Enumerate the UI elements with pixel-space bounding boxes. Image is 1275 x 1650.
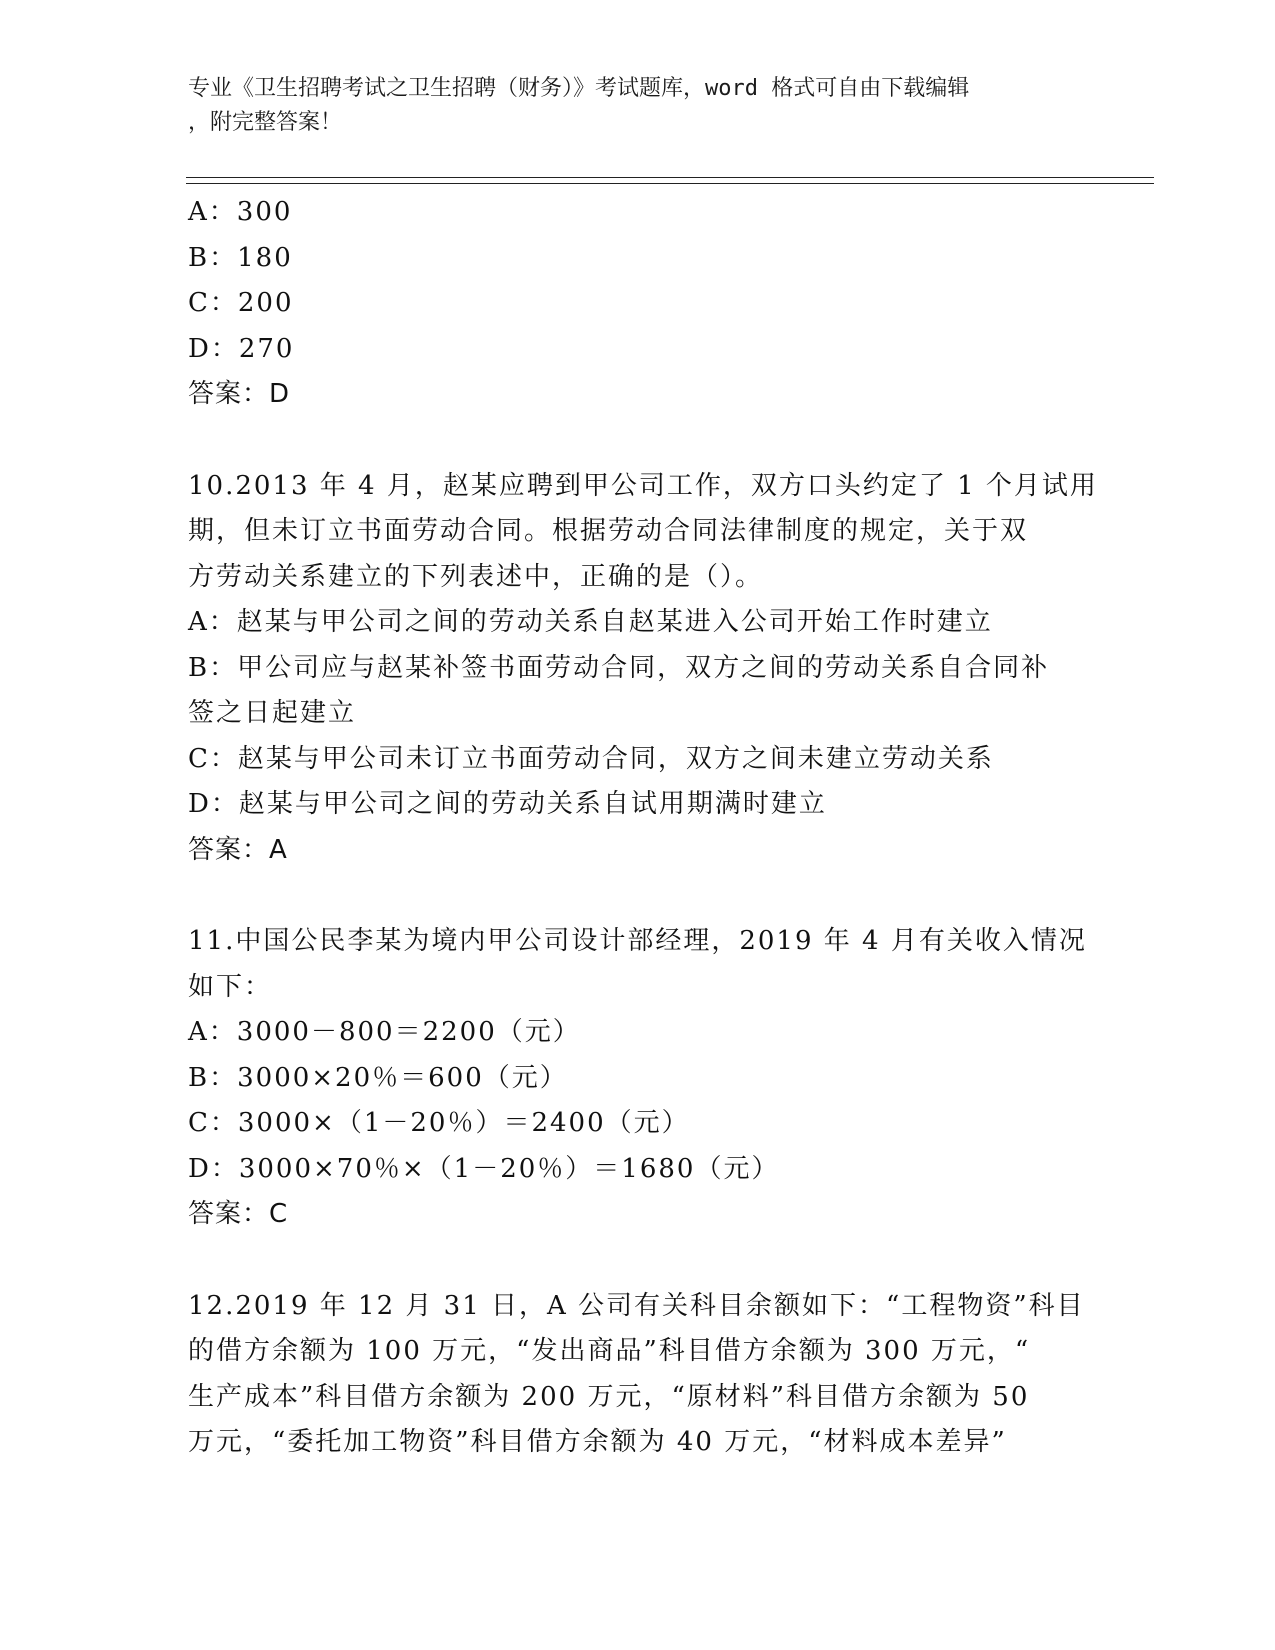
q11-stem-line-2: 如下： [188,971,273,1002]
q10-stem-line-1: 10.2013 年 4 月，赵某应聘到甲公司工作，双方口头约定了 1 个月试用 [188,470,1098,501]
q9-option-b: B：180 [188,242,293,273]
q12-stem-line-1: 12.2019 年 12 月 31 日，A 公司有关科目余额如下：“工程物资”科目 [188,1290,1085,1321]
spacer [188,1238,1088,1284]
question-11 [188,919,1088,1238]
q12-stem-line-2: 的借方余额为 100 万元，“发出商品”科目借方余额为 300 万元，“ [188,1336,1031,1366]
spacer [188,418,1088,464]
q10-option-b-line-2: 签之日起建立 [188,698,357,728]
question-10 [188,464,1098,874]
q10-answer: 答案：A [188,834,288,865]
q9-option-d: D：270 [188,333,295,364]
q12-stem-line-4: 万元，“委托加工物资”科目借方余额为 40 万元，“材料成本差异” [188,1427,1007,1457]
q11-option-b: B：3000×20％＝600（元） [188,1062,568,1093]
header-rule-bottom [186,183,1154,184]
header-line-2: ，附完整答案！ [188,110,343,135]
header-line-1: 专业《卫生招聘考试之卫生招聘（财务）》考试题库，word 格式可自由下载编辑 [188,76,970,101]
q9-option-c: C：200 [188,288,294,318]
q10-option-d: D：赵某与甲公司之间的劳动关系自试用期满时建立 [188,789,827,819]
q10-option-b-line-1: B：甲公司应与赵某补签书面劳动合同，双方之间的劳动关系自合同补 [188,652,1050,683]
q11-option-a: A：3000－800＝2200（元） [188,1017,581,1047]
q11-option-c: C：3000×（1－20％）＝2400（元） [188,1108,690,1138]
q10-stem-line-2: 期，但未订立书面劳动合同。根据劳动合同法律制度的规定，关于双 [188,516,1029,546]
question-content [188,190,1098,1466]
q11-option-d: D：3000×70％×（1－20％）＝1680（元） [188,1153,780,1184]
q11-stem-line-1: 11.中国公民李某为境内甲公司设计部经理，2019 年 4 月有关收入情况 [188,926,1087,956]
q11-answer: 答案：C [188,1199,289,1229]
question-9-options [188,190,1088,418]
q9-option-a: A：300 [188,197,293,227]
page-header [188,72,1088,140]
q10-option-a: A：赵某与甲公司之间的劳动关系自赵某进入公司开始工作时建立 [188,607,993,637]
q10-option-c: C：赵某与甲公司未订立书面劳动合同，双方之间未建立劳动关系 [188,743,994,774]
q9-answer: 答案：D [188,379,291,409]
spacer [188,873,1088,919]
q10-stem-line-3: 方劳动关系建立的下列表述中，正确的是（）。 [188,561,764,592]
question-12 [188,1284,1088,1466]
q12-stem-line-3: 生产成本”科目借方余额为 200 万元，“原材料”科目借方余额为 50 [188,1381,1030,1412]
header-rule-top [186,177,1154,178]
